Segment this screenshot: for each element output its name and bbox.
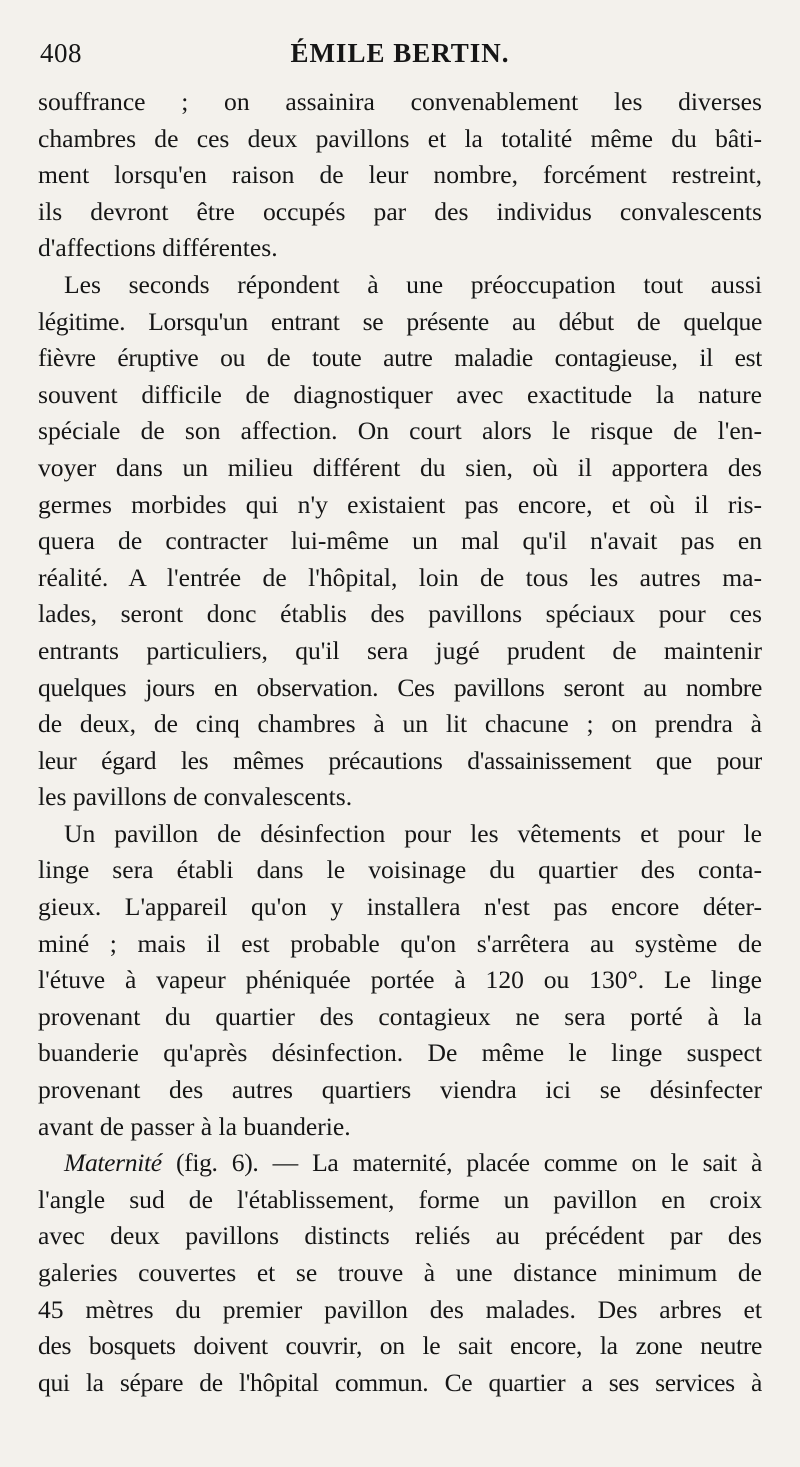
paragraph-start: Un pavillon de désinfection pour les vêtements et pour le: [64, 818, 762, 848]
text-line: fièvre éruptive ou de toute autre maladie contagieuse, il est: [38, 343, 762, 373]
text-line: germes morbides qui n'y existaient pas encore, et où il ris-: [38, 489, 762, 519]
text-line: 45 mètres du premier pavillon des malades. Des arbres et: [38, 1294, 762, 1324]
text-line: miné ; mais il est probable qu'on s'arrêtera au système de: [38, 928, 762, 958]
text-line: voyer dans un milieu différent du sien, où il apportera des: [38, 452, 762, 482]
text-line: les pavillons de convalescents.: [38, 782, 353, 812]
text-line: l'étuve à vapeur phéniquée portée à 120 ou 130°. Le linge: [38, 965, 762, 995]
text-line: ils devront être occupés par des individus convalescents: [38, 196, 762, 226]
text-line: spéciale de son affection. On court alors le risque de l'en-: [38, 416, 762, 446]
text-line: légitime. Lorsqu'un entrant se présente au début de quelque: [38, 306, 762, 336]
page-number: 408: [40, 38, 82, 68]
text-line: leur égard les mêmes précautions d'assainissement que pour: [38, 745, 762, 775]
text-line: d'affections différentes.: [38, 233, 278, 263]
paragraph-start: Les seconds répondent à une préoccupation tout aussi: [64, 269, 762, 299]
text-line: réalité. A l'entrée de l'hôpital, loin de tous les autres ma-: [38, 562, 762, 592]
text-line: linge sera établi dans le voisinage du quartier des conta-: [38, 855, 762, 885]
text-line: de deux, de cinq chambres à un lit chacune ; on prendra à: [38, 709, 762, 739]
text-line: quera de contracter lui-même un mal qu'il n'avait pas en: [38, 526, 762, 556]
text-line: galeries couvertes et se trouve à une distance minimum de: [38, 1258, 762, 1287]
text-line: avec deux pavillons distincts reliés au précédent par des: [38, 1221, 762, 1251]
text-line: qui la sépare de l'hôpital commun. Ce quartier a ses services à: [38, 1367, 762, 1397]
text-line: gieux. L'appareil qu'on y installera n'est pas encore déter-: [38, 892, 762, 922]
text-line: ment lorsqu'en raison de leur nombre, forcément restreint,: [38, 160, 762, 190]
text-line: chambres de ces deux pavillons et la totalité même du bâti-: [38, 123, 762, 153]
section-heading: Maternité: [64, 1148, 162, 1178]
body-text: [38, 84, 762, 1401]
text-line: des bosquets doivent couvrir, on le sait encore, la zone neutre: [38, 1331, 762, 1361]
page-header: [40, 38, 760, 78]
text-line: avant de passer à la buanderie.: [38, 1111, 351, 1141]
text-line: souffrance ; on assainira convenablement les diverses: [38, 87, 762, 116]
text-line: buanderie qu'après désinfection. De même le linge suspect: [38, 1038, 762, 1068]
text-line: entrants particuliers, qu'il sera jugé prudent de maintenir: [38, 635, 762, 665]
running-title: ÉMILE BERTIN.: [290, 38, 510, 68]
text-line: provenant du quartier des contagieux ne sera porté à la: [38, 1001, 762, 1031]
text-line: quelques jours en observation. Ces pavillons seront au nombre: [38, 672, 762, 702]
text-line: l'angle sud de l'établissement, forme un pavillon en croix: [38, 1184, 762, 1214]
text-line: provenant des autres quartiers viendra ici se désinfecter: [38, 1075, 762, 1105]
paragraph-start: [38, 1145, 762, 1182]
text-line: souvent difficile de diagnostiquer avec exactitude la nature: [38, 379, 762, 409]
text-run: (fig. 6). — La maternité, placée comme on le sait à: [175, 1148, 762, 1178]
text-line: lades, seront donc établis des pavillons spéciaux pour ces: [38, 599, 762, 629]
